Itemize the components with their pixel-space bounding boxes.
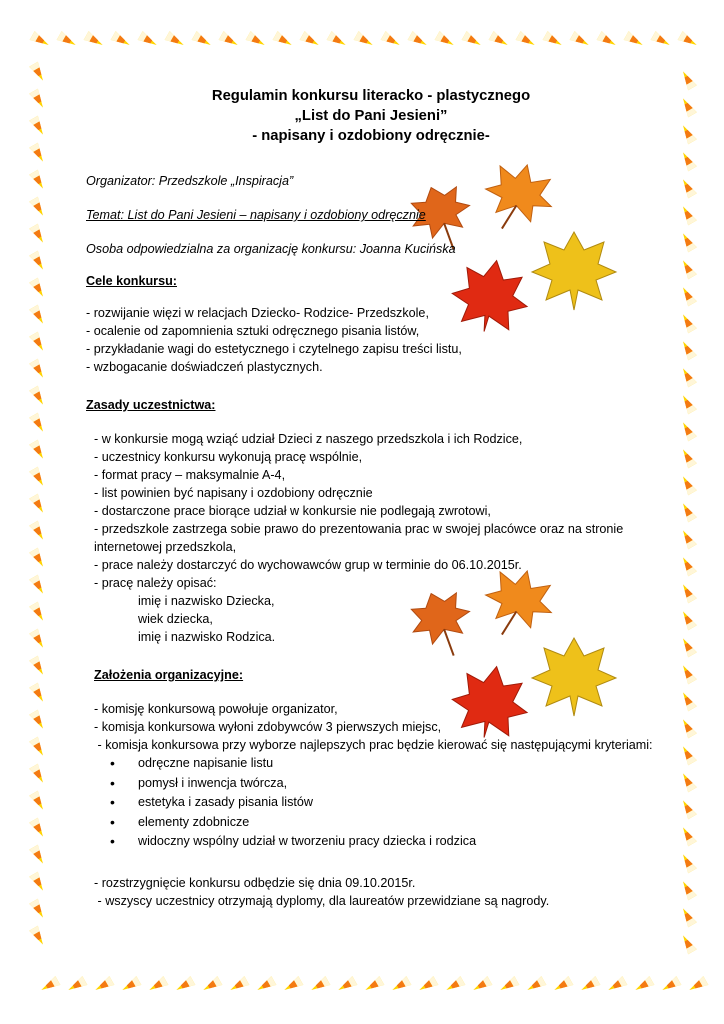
candy-corn-icon (39, 976, 60, 994)
candy-corn-icon (354, 31, 375, 49)
candy-corn-icon (255, 976, 276, 994)
candy-corn-icon (679, 744, 697, 765)
title-line-2: „List do Pani Jesieni” (294, 108, 448, 124)
candy-corn-icon (246, 31, 267, 49)
candy-corn-icon (29, 575, 47, 596)
goal-item: - rozwijanie więzi w relacjach Dziecko- Rodzice- Przedszkole, (86, 306, 429, 320)
candy-corn-icon (29, 629, 47, 650)
rule-item: - prace należy dostarczyć do wychowawców grup w terminie do 06.10.2015r. (94, 558, 522, 572)
criterion-item: • pomysł i inwencja twórcza, (110, 774, 656, 794)
document-title (86, 86, 656, 146)
candy-corn-icon (29, 251, 47, 272)
rule-item: - list powinien być napisany i ozdobiony odręcznie (94, 486, 373, 500)
document-body (86, 86, 656, 910)
candy-corn-icon (30, 31, 51, 49)
candy-corn-icon (29, 737, 47, 758)
candy-corn-icon (363, 976, 384, 994)
candy-corn-icon (624, 31, 645, 49)
candy-corn-icon (679, 474, 697, 495)
candy-corn-icon (679, 366, 697, 387)
criterion-item: • estetyka i zasady pisania listów (110, 793, 656, 813)
organization-item: - komisję konkursową powołuje organizator, (94, 702, 338, 716)
rules-heading: Zasady uczestnictwa: (86, 398, 216, 412)
candy-corn-icon (679, 906, 697, 927)
candy-corn-icon (300, 31, 321, 49)
rule-item: - format pracy – maksymalnie A-4, (94, 468, 286, 482)
candy-corn-icon (29, 170, 47, 191)
candy-corn-icon (679, 825, 697, 846)
rule-item: - pracę należy opisać: (94, 576, 217, 590)
candy-corn-icon (29, 197, 47, 218)
candy-corn-icon (29, 386, 47, 407)
candy-corn-icon (679, 96, 697, 117)
candy-corn-icon (679, 717, 697, 738)
goals-heading: Cele konkursu: (86, 274, 177, 288)
title-line-1: Regulamin konkursu literacko - plastycznego (211, 88, 531, 104)
criterion-item: • odręczne napisanie listu (110, 754, 656, 774)
candy-corn-icon (273, 31, 294, 49)
rule-item: - dostarczone prace biorące udział w konkursie nie podlegają zwrotowi, (94, 504, 491, 518)
candy-corn-icon (29, 899, 47, 920)
candy-corn-icon (679, 663, 697, 684)
candy-corn-icon (525, 976, 546, 994)
candy-corn-icon (679, 501, 697, 522)
candy-corn-icon (597, 31, 618, 49)
candy-corn-icon (417, 976, 438, 994)
candy-corn-icon (679, 339, 697, 360)
candy-corn-icon (29, 521, 47, 542)
rule-item: - przedszkole zastrzega sobie prawo do prezentowania prac w swojej placówce oraz na stronie internetowej przedszkola, (94, 522, 624, 554)
candy-corn-icon (29, 764, 47, 785)
organizer-text: Organizator: Przedszkole „Inspiracja” (86, 174, 294, 188)
candy-corn-icon (93, 976, 114, 994)
candy-corn-icon (29, 494, 47, 515)
candy-corn-icon (381, 31, 402, 49)
candy-corn-icon (57, 31, 78, 49)
candy-corn-icon (679, 771, 697, 792)
organization-heading: Założenia organizacyjne: (94, 668, 244, 682)
candy-corn-icon (309, 976, 330, 994)
candy-corn-icon (228, 976, 249, 994)
candy-corn-icon (678, 31, 699, 49)
description-item: wiek dziecka, (138, 612, 213, 626)
candy-corn-icon (489, 31, 510, 49)
candy-corn-icon (679, 420, 697, 441)
candy-corn-icon (219, 31, 240, 49)
candy-corn-icon (29, 710, 47, 731)
candy-corn-icon (390, 976, 411, 994)
candy-corn-icon (29, 224, 47, 245)
candy-corn-icon (29, 683, 47, 704)
rule-item: - w konkursie mogą wziąć udział Dzieci z naszego przedszkola i ich Rodzice, (94, 432, 523, 446)
goal-item: - ocalenie od zapomnienia sztuki odręcznego pisania listów, (86, 324, 420, 338)
goal-item: - wzbogacanie doświadczeń plastycznych. (86, 360, 323, 374)
candy-corn-icon (552, 976, 573, 994)
candy-corn-icon (174, 976, 195, 994)
candy-corn-icon (651, 31, 672, 49)
candy-corn-icon (327, 31, 348, 49)
closing-item: - wszyscy uczestnicy otrzymają dyplomy, dla laureatów przewidziane są nagrody. (94, 893, 550, 908)
candy-corn-icon (147, 976, 168, 994)
candy-corn-icon (66, 976, 87, 994)
candy-corn-icon (282, 976, 303, 994)
candy-corn-icon (679, 123, 697, 144)
candy-corn-icon (660, 976, 681, 994)
candy-corn-icon (679, 555, 697, 576)
candy-corn-icon (435, 31, 456, 49)
organization-item: - komisja konkursowa przy wyborze najlepszych prac będzie kierować się następującymi kryteriami: (94, 738, 653, 752)
candy-corn-icon (138, 31, 159, 49)
candy-corn-icon (462, 31, 483, 49)
candy-corn-icon (29, 926, 47, 947)
candy-corn-icon (570, 31, 591, 49)
candy-corn-icon (679, 177, 697, 198)
candy-corn-icon (29, 440, 47, 461)
candy-corn-icon (679, 285, 697, 306)
candy-corn-icon (192, 31, 213, 49)
candy-corn-icon (201, 976, 222, 994)
candy-corn-icon (29, 791, 47, 812)
criterion-item: • widoczny wspólny udział w tworzeniu pracy dziecka i rodzica (110, 832, 656, 852)
candy-corn-icon (336, 976, 357, 994)
candy-corn-icon (679, 69, 697, 90)
candy-corn-icon (606, 976, 627, 994)
candy-corn-icon (29, 872, 47, 893)
candy-corn-icon (679, 231, 697, 252)
candy-corn-icon (679, 933, 697, 954)
candy-corn-icon (120, 976, 141, 994)
candy-corn-icon (111, 31, 132, 49)
candy-corn-icon (679, 150, 697, 171)
candy-corn-icon (444, 976, 465, 994)
candy-corn-icon (679, 609, 697, 630)
candy-corn-icon (579, 976, 600, 994)
candy-corn-icon (679, 312, 697, 333)
candy-corn-icon (516, 31, 537, 49)
candy-corn-icon (543, 31, 564, 49)
candy-corn-icon (29, 116, 47, 137)
candy-corn-icon (679, 447, 697, 468)
candy-corn-icon (84, 31, 105, 49)
candy-corn-icon (165, 31, 186, 49)
title-line-3: - napisany i ozdobiony odręcznie- (252, 128, 490, 144)
candy-corn-icon (687, 976, 708, 994)
candy-corn-icon (29, 62, 47, 83)
criterion-item: • elementy zdobnicze (110, 813, 656, 833)
candy-corn-icon (29, 359, 47, 380)
description-item: imię i nazwisko Dziecka, (138, 594, 275, 608)
rule-item: - uczestnicy konkursu wykonują pracę wspólnie, (94, 450, 363, 464)
organization-item: - komisja konkursowa wyłoni zdobywców 3 pierwszych miejsc, (94, 720, 442, 734)
goal-item: - przykładanie wagi do estetycznego i czytelnego zapisu treści listu, (86, 342, 462, 356)
candy-corn-icon (679, 204, 697, 225)
candy-corn-icon (679, 258, 697, 279)
candy-corn-icon (498, 976, 519, 994)
candy-corn-icon (29, 818, 47, 839)
candy-corn-icon (29, 143, 47, 164)
candy-corn-icon (29, 89, 47, 110)
candy-corn-icon (29, 845, 47, 866)
closing-item: - rozstrzygnięcie konkursu odbędzie się dnia 09.10.2015r. (94, 875, 416, 890)
candy-corn-icon (29, 305, 47, 326)
candy-corn-icon (471, 976, 492, 994)
candy-corn-icon (679, 798, 697, 819)
candy-corn-icon (29, 656, 47, 677)
candy-corn-icon (29, 332, 47, 353)
candy-corn-icon (679, 690, 697, 711)
responsible-person-text: Osoba odpowiedzialna za organizację konkursu: Joanna Kucińska (86, 242, 456, 256)
candy-corn-icon (679, 879, 697, 900)
candy-corn-icon (679, 393, 697, 414)
candy-corn-icon (679, 528, 697, 549)
candy-corn-icon (408, 31, 429, 49)
candy-corn-icon (679, 582, 697, 603)
candy-corn-icon (679, 852, 697, 873)
candy-corn-icon (29, 413, 47, 434)
candy-corn-icon (29, 602, 47, 623)
candy-corn-icon (29, 467, 47, 488)
criteria-list (94, 754, 656, 852)
description-item: imię i nazwisko Rodzica. (138, 630, 276, 644)
topic-text: Temat: List do Pani Jesieni – napisany i ozdobiony odręcznie (86, 208, 426, 222)
candy-corn-icon (679, 636, 697, 657)
candy-corn-icon (29, 548, 47, 569)
candy-corn-icon (29, 278, 47, 299)
candy-corn-icon (633, 976, 654, 994)
